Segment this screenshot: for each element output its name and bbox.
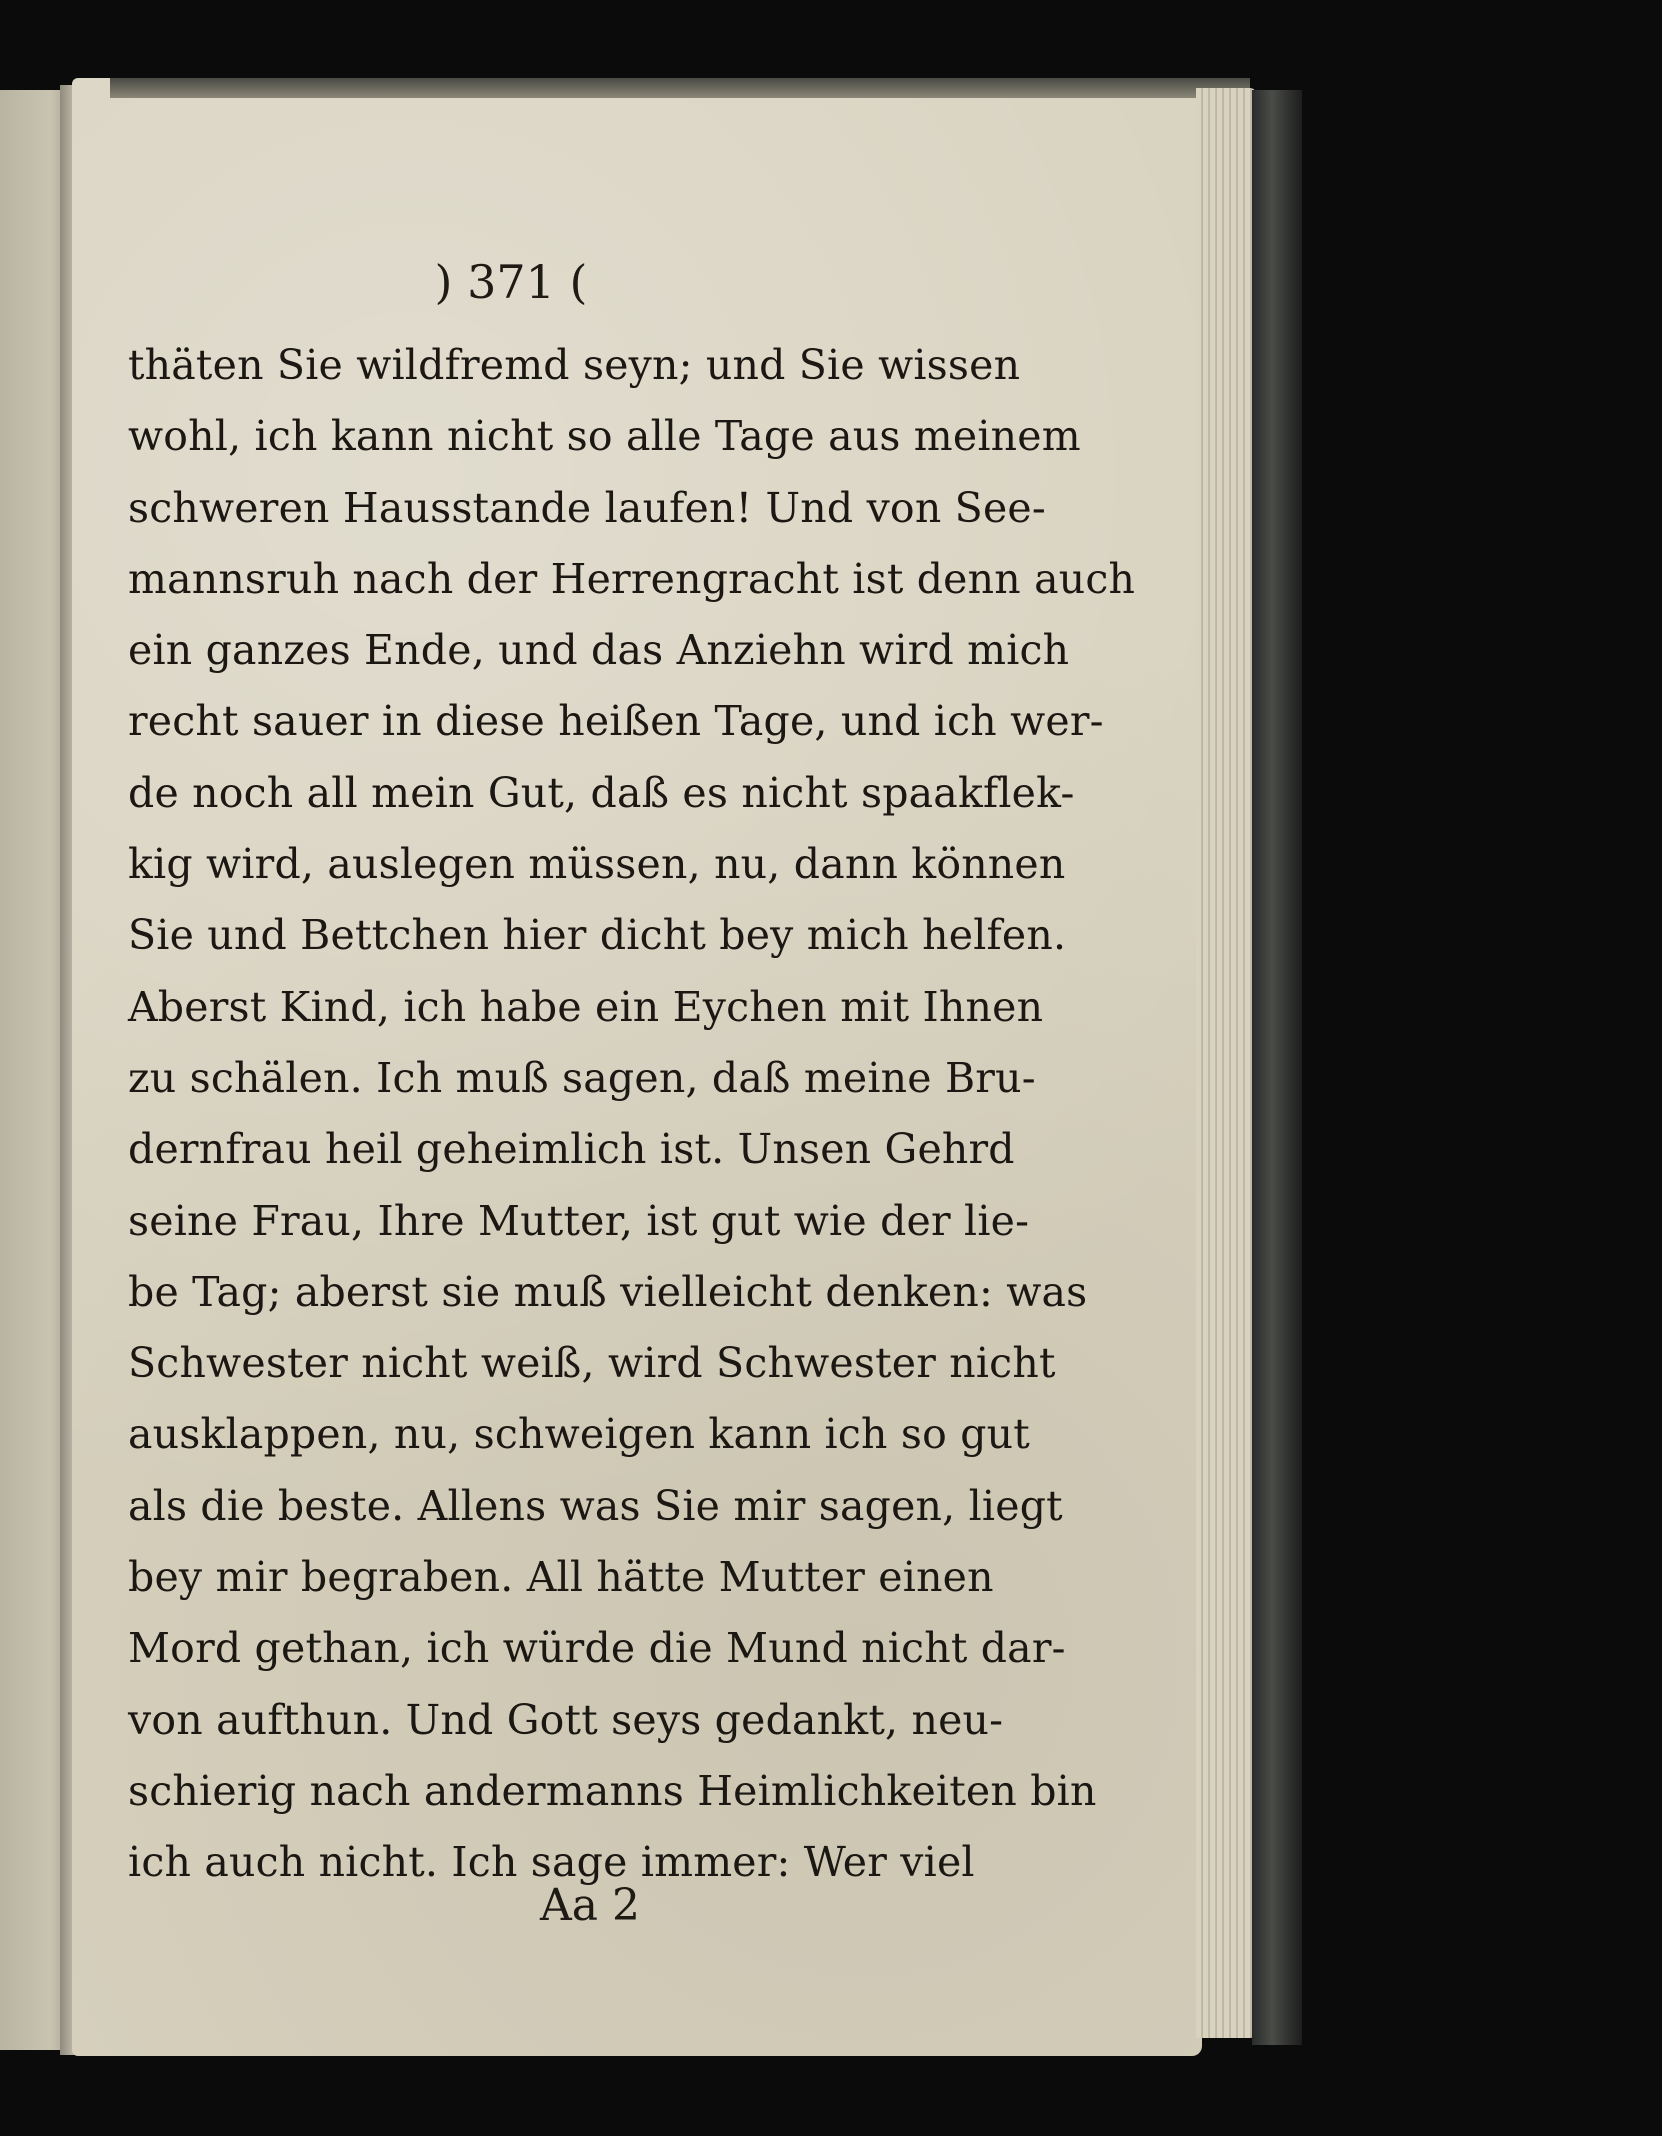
text-line: zu schälen. Ich muß sagen, daß meine Bru- (128, 1053, 1036, 1102)
page-stack-edges (1196, 88, 1256, 2038)
text-line: de noch all mein Gut, daß es nicht spaakflek- (128, 768, 1075, 817)
page-number-header: ) 371 ( (434, 255, 588, 309)
book-cover-edge (1252, 90, 1302, 2045)
signature-mark: Aa 2 (540, 1880, 640, 1931)
text-line: als die beste. Allens was Sie mir sagen, liegt (128, 1481, 1063, 1530)
text-line: schierig nach andermanns Heimlichkeiten bin (128, 1766, 1097, 1815)
text-line: seine Frau, Ihre Mutter, ist gut wie der lie- (128, 1196, 1030, 1245)
text-line: recht sauer in diese heißen Tage, und ich wer- (128, 697, 1104, 746)
text-line: Mord gethan, ich würde die Mund nicht dar- (128, 1624, 1066, 1673)
text-line: thäten Sie wildfremd seyn; und Sie wissen (128, 341, 1021, 389)
text-line: wohl, ich kann nicht so alle Tage aus meinem (128, 412, 1081, 461)
text-line: von aufthun. Und Gott seys gedankt, neu- (128, 1695, 1004, 1744)
text-line: schweren Hausstande laufen! Und von See- (128, 483, 1046, 532)
text-line: ich auch nicht. Ich sage immer: Wer viel (128, 1838, 975, 1887)
body-text (128, 330, 1136, 1899)
text-line: ein ganzes Ende, und das Anziehn wird mich (128, 626, 1070, 675)
text-line: be Tag; aberst sie muß vielleicht denken: was (128, 1267, 1088, 1316)
text-line: bey mir begraben. All hätte Mutter einen (128, 1553, 994, 1602)
text-line: Schwester nicht weiß, wird Schwester nicht (128, 1339, 1056, 1388)
text-line: Sie und Bettchen hier dicht bey mich helfen. (128, 911, 1067, 960)
text-line: ausklappen, nu, schweigen kann ich so gut (128, 1410, 1030, 1459)
text-line: Aberst Kind, ich habe ein Eychen mit Ihnen (128, 982, 1044, 1031)
text-line: dernfrau heil geheimlich ist. Unsen Gehrd (128, 1125, 1015, 1174)
top-cover-edge (110, 78, 1250, 98)
text-line: mannsruh nach der Herrengracht ist denn auch (128, 554, 1136, 603)
text-line: kig wird, auslegen müssen, nu, dann können (128, 840, 1066, 889)
